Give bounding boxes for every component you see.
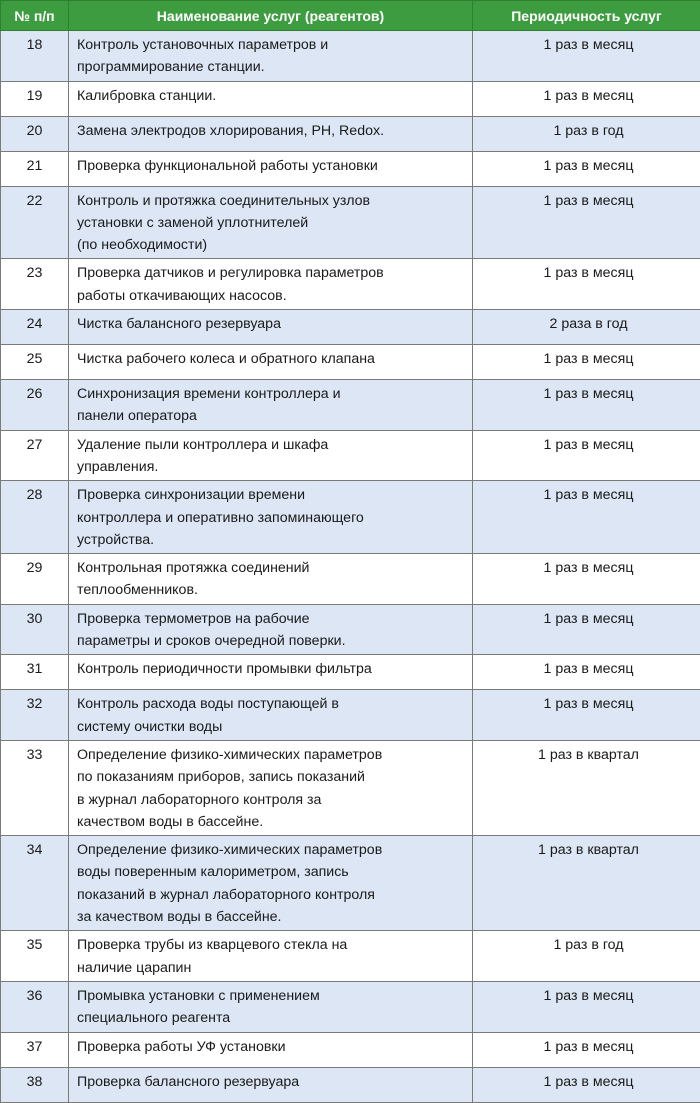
table-row bbox=[1, 740, 700, 835]
service-name-cell: Проверка балансного резервуара bbox=[69, 1067, 473, 1102]
table-row bbox=[1, 430, 700, 481]
table-row bbox=[1, 151, 700, 186]
service-name-cell: Чистка рабочего колеса и обратного клапана bbox=[69, 345, 473, 380]
frequency-cell: 1 раз в месяц bbox=[473, 31, 700, 82]
service-name-cell: Чистка балансного резервуара bbox=[69, 310, 473, 345]
frequency-cell: 1 раз в квартал bbox=[473, 740, 700, 835]
row-number-cell: 37 bbox=[1, 1032, 69, 1067]
table-row bbox=[1, 981, 700, 1032]
frequency-cell: 1 раз в месяц bbox=[473, 690, 700, 741]
row-number-cell: 38 bbox=[1, 1067, 69, 1102]
frequency-cell: 2 раза в год bbox=[473, 310, 700, 345]
service-name-cell: Проверка датчиков и регулировка параметров работы откачивающих насосов. bbox=[69, 259, 473, 310]
service-name-cell: Контроль периодичности промывки фильтра bbox=[69, 655, 473, 690]
service-name-cell: Проверка функциональной работы установки bbox=[69, 151, 473, 186]
frequency-cell: 1 раз в месяц bbox=[473, 1067, 700, 1102]
service-name-cell: Контроль и протяжка соединительных узлов установки с заменой уплотнителей (по необходимости) bbox=[69, 186, 473, 259]
service-name-cell: Проверка термометров на рабочие параметры и сроков очередной поверки. bbox=[69, 604, 473, 655]
row-number-cell: 30 bbox=[1, 604, 69, 655]
service-name-cell: Проверка работы УФ установки bbox=[69, 1032, 473, 1067]
table-row bbox=[1, 931, 700, 982]
row-number-cell: 22 bbox=[1, 186, 69, 259]
table-row bbox=[1, 259, 700, 310]
service-name-cell: Проверка синхронизации времени контроллера и оперативно запоминающего устройства. bbox=[69, 481, 473, 554]
table-row bbox=[1, 186, 700, 259]
service-name-cell: Контроль расхода воды поступающей в систему очистки воды bbox=[69, 690, 473, 741]
service-name-cell: Определение физико-химических параметров по показаниям приборов, запись показаний в журнал лабораторного контроля за качеством воды в бассейне. bbox=[69, 740, 473, 835]
frequency-cell: 1 раз в год bbox=[473, 116, 700, 151]
frequency-cell: 1 раз в месяц bbox=[473, 430, 700, 481]
service-name-cell: Проверка трубы из кварцевого стекла на наличие царапин bbox=[69, 931, 473, 982]
service-name-cell: Определение физико-химических параметров воды поверенным калориметром, запись показаний в журнал лабораторного контроля за качеством воды в бассейне. bbox=[69, 836, 473, 931]
row-number-cell: 24 bbox=[1, 310, 69, 345]
table-row bbox=[1, 554, 700, 605]
frequency-cell: 1 раз в месяц bbox=[473, 186, 700, 259]
row-number-cell: 34 bbox=[1, 836, 69, 931]
frequency-cell: 1 раз в месяц bbox=[473, 604, 700, 655]
row-number-cell: 25 bbox=[1, 345, 69, 380]
table-row bbox=[1, 836, 700, 931]
frequency-cell: 1 раз в месяц bbox=[473, 1032, 700, 1067]
row-number-cell: 26 bbox=[1, 380, 69, 431]
table-row bbox=[1, 1067, 700, 1102]
frequency-cell: 1 раз в квартал bbox=[473, 836, 700, 931]
row-number-cell: 21 bbox=[1, 151, 69, 186]
header-service-name: Наименование услуг (реагентов) bbox=[69, 1, 473, 31]
row-number-cell: 18 bbox=[1, 31, 69, 82]
row-number-cell: 29 bbox=[1, 554, 69, 605]
table-header-row bbox=[1, 1, 700, 31]
frequency-cell: 1 раз в месяц bbox=[473, 981, 700, 1032]
table-row bbox=[1, 31, 700, 82]
table-row bbox=[1, 345, 700, 380]
table-row bbox=[1, 1032, 700, 1067]
table-row bbox=[1, 690, 700, 741]
row-number-cell: 28 bbox=[1, 481, 69, 554]
table-row bbox=[1, 380, 700, 431]
table-row bbox=[1, 481, 700, 554]
row-number-cell: 33 bbox=[1, 740, 69, 835]
service-name-cell: Контроль установочных параметров и программирование станции. bbox=[69, 31, 473, 82]
table-row bbox=[1, 655, 700, 690]
frequency-cell: 1 раз в год bbox=[473, 931, 700, 982]
row-number-cell: 35 bbox=[1, 931, 69, 982]
frequency-cell: 1 раз в месяц bbox=[473, 554, 700, 605]
table-row bbox=[1, 310, 700, 345]
service-name-cell: Контрольная протяжка соединений теплообменников. bbox=[69, 554, 473, 605]
frequency-cell: 1 раз в месяц bbox=[473, 259, 700, 310]
table-row bbox=[1, 81, 700, 116]
row-number-cell: 31 bbox=[1, 655, 69, 690]
service-name-cell: Замена электродов хлорирования, PH, Redox. bbox=[69, 116, 473, 151]
table-row bbox=[1, 604, 700, 655]
frequency-cell: 1 раз в месяц bbox=[473, 481, 700, 554]
header-number: № п/п bbox=[1, 1, 69, 31]
frequency-cell: 1 раз в месяц bbox=[473, 81, 700, 116]
frequency-cell: 1 раз в месяц bbox=[473, 380, 700, 431]
service-name-cell: Удаление пыли контроллера и шкафа управления. bbox=[69, 430, 473, 481]
table-row bbox=[1, 116, 700, 151]
service-name-cell: Синхронизация времени контроллера и панели оператора bbox=[69, 380, 473, 431]
frequency-cell: 1 раз в месяц bbox=[473, 345, 700, 380]
row-number-cell: 32 bbox=[1, 690, 69, 741]
row-number-cell: 36 bbox=[1, 981, 69, 1032]
header-frequency: Периодичность услуг bbox=[473, 1, 700, 31]
row-number-cell: 19 bbox=[1, 81, 69, 116]
frequency-cell: 1 раз в месяц bbox=[473, 655, 700, 690]
row-number-cell: 20 bbox=[1, 116, 69, 151]
service-name-cell: Промывка установки с применением специального реагента bbox=[69, 981, 473, 1032]
frequency-cell: 1 раз в месяц bbox=[473, 151, 700, 186]
service-name-cell: Калибровка станции. bbox=[69, 81, 473, 116]
row-number-cell: 27 bbox=[1, 430, 69, 481]
row-number-cell: 23 bbox=[1, 259, 69, 310]
